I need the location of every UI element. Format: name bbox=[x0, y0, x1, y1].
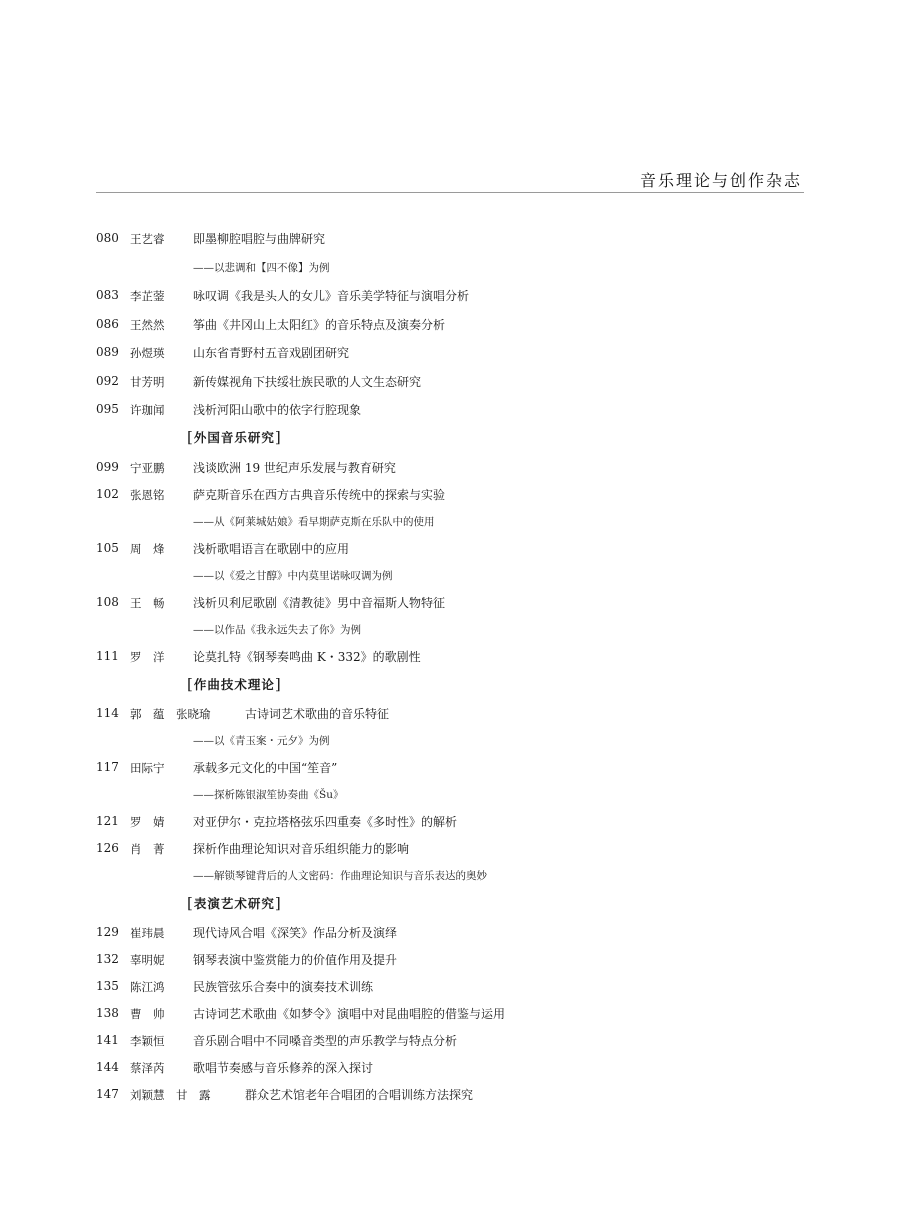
page-number: 126 bbox=[96, 841, 119, 855]
article-title: 论莫扎特《钢琴奏鸣曲 K・332》的歌剧性 bbox=[193, 650, 421, 664]
author-name: 张恩铭 bbox=[130, 488, 165, 502]
section-bracket-close: ] bbox=[274, 675, 282, 693]
article-subtitle: ——从《阿莱城姑娘》看早期萨克斯在乐队中的使用 bbox=[193, 516, 435, 528]
page-number: 099 bbox=[96, 460, 119, 474]
article-subtitle: ——以作品《我永远失去了你》为例 bbox=[193, 624, 361, 636]
page-number: 108 bbox=[96, 595, 119, 609]
author-name: 孙煜瑛 bbox=[130, 346, 165, 360]
article-title: 浅析河阳山歌中的依字行腔现象 bbox=[193, 403, 362, 417]
author-name: 宁亚鹏 bbox=[130, 461, 165, 475]
author-name: 曹 帅 bbox=[130, 1007, 165, 1021]
page-number: 147 bbox=[96, 1087, 119, 1101]
article-title: 对亚伊尔・克拉塔格弦乐四重奏《多时性》的解析 bbox=[193, 815, 458, 829]
article-title: 古诗词艺术歌曲《如梦令》演唱中对昆曲唱腔的借鉴与运用 bbox=[193, 1007, 506, 1021]
page-number: 102 bbox=[96, 487, 119, 501]
article-title: 承载多元文化的中国“笙音” bbox=[193, 761, 338, 775]
section-title: 外国音乐研究 bbox=[193, 430, 275, 445]
section-title: 表演艺术研究 bbox=[193, 896, 275, 911]
author-name: 辜明妮 bbox=[130, 953, 165, 967]
author-name: 周 烽 bbox=[130, 542, 165, 556]
section-bracket-open: [ bbox=[187, 675, 194, 693]
author-name: 田际宁 bbox=[130, 761, 165, 775]
article-subtitle: ——解锁琴键背后的人文密码：作曲理论知识与音乐表达的奥妙 bbox=[193, 870, 487, 882]
author-name: 罗 婧 bbox=[130, 815, 165, 829]
author-name: 刘颖慧 甘 露 bbox=[130, 1088, 211, 1102]
article-title: 浅析歌唱语言在歌剧中的应用 bbox=[193, 542, 350, 556]
author-name: 肖 菁 bbox=[130, 842, 165, 856]
page-number: 132 bbox=[96, 952, 119, 966]
article-title: 现代诗风合唱《深笑》作品分析及演绎 bbox=[193, 926, 398, 940]
page-number: 114 bbox=[96, 706, 119, 720]
article-title: 钢琴表演中鉴赏能力的价值作用及提升 bbox=[193, 953, 398, 967]
author-name: 王然然 bbox=[130, 318, 165, 332]
page-number: 080 bbox=[96, 231, 119, 245]
page-number: 083 bbox=[96, 288, 119, 302]
author-name: 李芷蓥 bbox=[130, 289, 165, 303]
page-number: 121 bbox=[96, 814, 119, 828]
page-number: 095 bbox=[96, 402, 119, 416]
page-number: 086 bbox=[96, 317, 119, 331]
author-name: 王 畅 bbox=[130, 596, 165, 610]
article-title: 山东省青野村五音戏剧团研究 bbox=[193, 346, 350, 360]
article-title: 咏叹调《我是头人的女儿》音乐美学特征与演唱分析 bbox=[193, 289, 470, 303]
page-number: 135 bbox=[96, 979, 119, 993]
page-number: 092 bbox=[96, 374, 119, 388]
section-title: 作曲技术理论 bbox=[193, 677, 275, 692]
page-number: 129 bbox=[96, 925, 119, 939]
article-title: 新传媒视角下扶绥壮族民歌的人文生态研究 bbox=[193, 375, 422, 389]
article-subtitle: ——以悲调和【四不像】为例 bbox=[193, 262, 330, 274]
article-title: 探析作曲理论知识对音乐组织能力的影响 bbox=[193, 842, 410, 856]
journal-title: 音乐理论与创作杂志 bbox=[639, 171, 802, 190]
author-name: 甘芳明 bbox=[130, 375, 165, 389]
author-name: 罗 洋 bbox=[130, 650, 165, 664]
header-divider bbox=[96, 192, 804, 193]
article-title: 萨克斯音乐在西方古典音乐传统中的探索与实验 bbox=[193, 488, 446, 502]
author-name: 蔡泽芮 bbox=[130, 1061, 165, 1075]
article-title: 音乐剧合唱中不同嗓音类型的声乐教学与特点分析 bbox=[193, 1034, 458, 1048]
section-bracket-open: [ bbox=[187, 894, 194, 912]
page-number: 117 bbox=[96, 760, 119, 774]
article-title: 群众艺术馆老年合唱团的合唱训练方法探究 bbox=[245, 1088, 474, 1102]
page-number: 141 bbox=[96, 1033, 119, 1047]
article-title: 浅析贝利尼歌剧《清教徒》男中音福斯人物特征 bbox=[193, 596, 446, 610]
article-title: 古诗词艺术歌曲的音乐特征 bbox=[245, 707, 390, 721]
author-name: 郭 蕴 张晓瑜 bbox=[130, 707, 211, 721]
author-name: 许珈闻 bbox=[130, 403, 165, 417]
section-bracket-close: ] bbox=[274, 428, 282, 446]
article-subtitle: ——以《青玉案・元夕》为例 bbox=[193, 735, 330, 747]
article-title: 民族管弦乐合奏中的演奏技术训练 bbox=[193, 980, 374, 994]
article-title: 歌唱节奏感与音乐修养的深入探讨 bbox=[193, 1061, 374, 1075]
page-number: 089 bbox=[96, 345, 119, 359]
article-title: 即墨柳腔唱腔与曲牌研究 bbox=[193, 232, 326, 246]
article-subtitle: ——以《爱之甘醇》中内莫里诺咏叹调为例 bbox=[193, 570, 393, 582]
author-name: 李颖恒 bbox=[130, 1034, 165, 1048]
page-number: 138 bbox=[96, 1006, 119, 1020]
author-name: 崔玮晨 bbox=[130, 926, 165, 940]
page-number: 144 bbox=[96, 1060, 119, 1074]
author-name: 陈江鸿 bbox=[130, 980, 165, 994]
article-title: 筝曲《井冈山上太阳红》的音乐特点及演奏分析 bbox=[193, 318, 446, 332]
article-subtitle: ——探析陈银淑笙协奏曲《Šu》 bbox=[193, 789, 344, 801]
article-title: 浅谈欧洲 19 世纪声乐发展与教育研究 bbox=[193, 461, 396, 475]
author-name: 王艺睿 bbox=[130, 232, 165, 246]
section-bracket-open: [ bbox=[187, 428, 194, 446]
page-number: 111 bbox=[96, 649, 119, 663]
page-number: 105 bbox=[96, 541, 119, 555]
section-bracket-close: ] bbox=[274, 894, 282, 912]
